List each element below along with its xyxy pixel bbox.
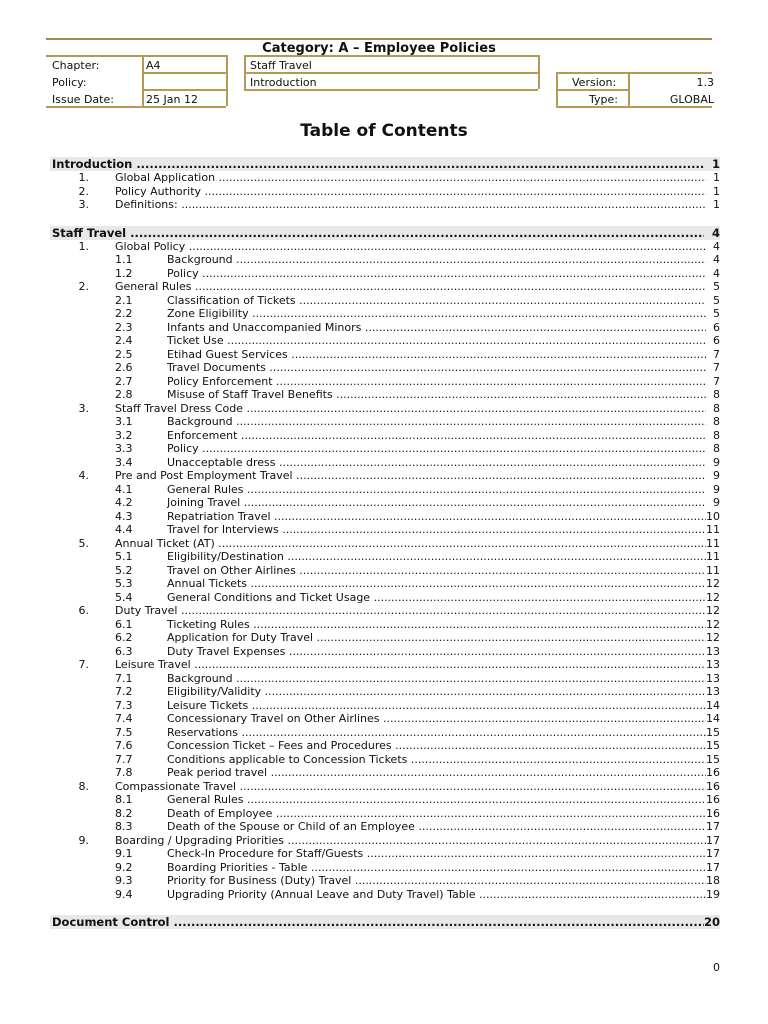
toc-subentry-number: 5.4 bbox=[115, 590, 133, 604]
toc-section-label: Document Control ..... bbox=[52, 915, 704, 929]
toc-entry[interactable] bbox=[50, 604, 720, 618]
toc-subentry[interactable] bbox=[50, 321, 720, 335]
toc-subentry-page: 8 bbox=[713, 415, 720, 428]
toc-subentry[interactable] bbox=[50, 793, 720, 807]
rule bbox=[244, 72, 538, 74]
toc-subentry-page: 5 bbox=[713, 307, 720, 320]
toc-subentry-number: 3.3 bbox=[115, 442, 133, 455]
toc-subentry-number: 8.1 bbox=[115, 793, 133, 806]
toc-entry-number: 9. bbox=[78, 833, 89, 847]
toc-subentry-label: Background ..... bbox=[167, 415, 706, 429]
toc-subentry[interactable] bbox=[50, 564, 720, 578]
toc-subentry-number: 6.3 bbox=[115, 644, 133, 658]
toc-entry-label: Global Application ..... bbox=[115, 171, 706, 185]
chapter-label: Chapter: bbox=[52, 59, 100, 72]
toc-subentry-page: 11 bbox=[706, 523, 720, 536]
toc-subentry[interactable] bbox=[50, 712, 720, 726]
rule bbox=[46, 55, 226, 57]
chapter-value: A4 bbox=[146, 59, 161, 72]
toc-entry-label: Duty Travel ..... bbox=[115, 604, 706, 618]
toc-subentry-page: 17 bbox=[706, 860, 720, 874]
toc-subentry-page: 7 bbox=[713, 347, 720, 361]
rule bbox=[142, 55, 144, 106]
toc-subentry[interactable] bbox=[50, 672, 720, 686]
toc-subentry-number: 2.2 bbox=[115, 307, 133, 320]
toc-subentry-label: Concessionary Travel on Other Airlines ..... bbox=[167, 712, 706, 726]
toc-subentry-page: 17 bbox=[706, 847, 720, 860]
toc-subentry-number: 7.7 bbox=[115, 752, 133, 766]
toc-entry-label: Policy Authority ..... bbox=[115, 185, 706, 199]
toc-entry-page: 17 bbox=[706, 833, 720, 847]
rule bbox=[556, 106, 712, 108]
toc-subentry-page: 4 bbox=[713, 266, 720, 280]
toc-entry[interactable] bbox=[50, 780, 720, 794]
toc-subentry-number: 9.3 bbox=[115, 874, 133, 887]
toc-subentry-page: 16 bbox=[706, 806, 720, 820]
toc-entry-number: 6. bbox=[78, 604, 89, 617]
toc-subentry-label: Ticket Use ..... bbox=[167, 334, 706, 348]
toc-subentry-number: 5.3 bbox=[115, 577, 133, 590]
toc-subentry-number: 7.1 bbox=[115, 671, 133, 685]
toc-subentry-page: 8 bbox=[713, 428, 720, 442]
toc-section-entry[interactable] bbox=[50, 226, 720, 240]
toc-subentry[interactable] bbox=[50, 456, 720, 470]
toc-subentry-label: Travel for Interviews ..... bbox=[167, 523, 706, 537]
toc-subentry[interactable] bbox=[50, 361, 720, 375]
policy-label: Policy: bbox=[52, 76, 87, 89]
toc-subentry[interactable] bbox=[50, 874, 720, 888]
toc-subentry-number: 2.7 bbox=[115, 374, 133, 388]
toc-entry-number: 4. bbox=[78, 469, 89, 482]
toc-subentry-number: 1.2 bbox=[115, 266, 133, 280]
rule bbox=[226, 55, 228, 106]
toc-entry-number: 3. bbox=[78, 198, 89, 211]
rule bbox=[244, 55, 538, 57]
toc-entry[interactable] bbox=[50, 658, 720, 672]
toc-subentry-label: Joining Travel ..... bbox=[167, 496, 706, 510]
toc-subentry-number: 7.8 bbox=[115, 766, 133, 779]
toc-subentry-number: 5.1 bbox=[115, 550, 133, 563]
toc-entry-label: Staff Travel Dress Code ..... bbox=[115, 402, 706, 416]
version-value: 1.3 bbox=[696, 76, 714, 89]
rule bbox=[556, 72, 558, 106]
toc-entry[interactable] bbox=[50, 185, 720, 199]
toc-subentry-page: 6 bbox=[713, 334, 720, 347]
toc-entry-label: Boarding / Upgrading Priorities ..... bbox=[115, 834, 706, 848]
toc-subentry-number: 8.2 bbox=[115, 806, 133, 820]
toc-entry-page: 4 bbox=[713, 239, 720, 253]
page-number: 0 bbox=[713, 961, 720, 974]
toc-subentry-label: Background ..... bbox=[167, 253, 706, 267]
toc-subentry-label: Duty Travel Expenses ..... bbox=[167, 645, 706, 659]
toc-entry-page: 5 bbox=[713, 280, 720, 293]
toc-subentry[interactable] bbox=[50, 888, 720, 902]
toc-subentry[interactable] bbox=[50, 253, 720, 267]
toc-entry-label: Annual Ticket (AT) ..... bbox=[115, 537, 706, 551]
toc-subentry-label: Repatriation Travel ..... bbox=[167, 510, 706, 524]
toc-subentry[interactable] bbox=[50, 550, 720, 564]
toc-subentry-label: Eligibility/Destination ..... bbox=[167, 550, 706, 564]
rule bbox=[628, 72, 630, 106]
toc-subentry[interactable] bbox=[50, 847, 720, 861]
toc-subentry-number: 2.6 bbox=[115, 361, 133, 374]
toc-subentry-label: Concession Ticket – Fees and Procedures ..... bbox=[167, 739, 706, 753]
toc-entry-page: 1 bbox=[713, 171, 720, 184]
toc-entry[interactable] bbox=[50, 469, 720, 483]
toc-section-label: Staff Travel ..... bbox=[52, 226, 704, 240]
toc-subentry-page: 11 bbox=[706, 563, 720, 577]
toc-subentry-number: 8.3 bbox=[115, 820, 133, 833]
toc-entry-number: 2. bbox=[78, 184, 89, 198]
toc-subentry-page: 9 bbox=[713, 482, 720, 496]
toc-subentry-number: 3.1 bbox=[115, 415, 133, 428]
toc-subentry[interactable] bbox=[50, 726, 720, 740]
toc-section-page: 4 bbox=[711, 225, 720, 240]
toc-subentry-label: Death of Employee ..... bbox=[167, 807, 706, 821]
toc-subentry-label: Policy ..... bbox=[167, 267, 706, 281]
toc-subentry[interactable] bbox=[50, 753, 720, 767]
toc-section-label: Introduction ..... bbox=[52, 157, 704, 171]
toc-section-entry[interactable] bbox=[50, 915, 720, 929]
toc-subentry-page: 13 bbox=[706, 644, 720, 658]
toc-subentry-page: 17 bbox=[706, 820, 720, 833]
toc-subentry-label: Travel Documents ..... bbox=[167, 361, 706, 375]
toc-subentry-label: Ticketing Rules ..... bbox=[167, 618, 706, 632]
type-label: Type: bbox=[589, 93, 618, 106]
toc-subentry[interactable] bbox=[50, 577, 720, 591]
rule bbox=[244, 89, 538, 91]
toc-subentry-number: 2.1 bbox=[115, 293, 133, 307]
table-of-contents bbox=[50, 157, 720, 929]
toc-subentry[interactable] bbox=[50, 348, 720, 362]
toc-subentry-page: 9 bbox=[713, 496, 720, 509]
toc-subentry[interactable] bbox=[50, 645, 720, 659]
toc-subentry-page: 7 bbox=[713, 361, 720, 374]
rule bbox=[46, 106, 226, 108]
toc-subentry-number: 4.4 bbox=[115, 523, 133, 536]
toc-subentry-page: 9 bbox=[713, 455, 720, 469]
toc-subentry-number: 6.2 bbox=[115, 631, 133, 644]
toc-entry-number: 7. bbox=[78, 658, 89, 671]
version-label: Version: bbox=[572, 76, 617, 89]
issue-date-label: Issue Date: bbox=[52, 93, 114, 106]
rule bbox=[538, 55, 540, 89]
toc-subentry-number: 7.2 bbox=[115, 685, 133, 698]
toc-subentry-label: Eligibility/Validity ..... bbox=[167, 685, 706, 699]
toc-entry-number: 8. bbox=[78, 779, 89, 793]
toc-subentry-number: 7.3 bbox=[115, 698, 133, 712]
toc-entry[interactable] bbox=[50, 171, 720, 185]
toc-entry-label: Global Policy ..... bbox=[115, 240, 706, 254]
toc-subentry-page: 15 bbox=[706, 725, 720, 739]
toc-subentry[interactable] bbox=[50, 699, 720, 713]
toc-entry-page: 11 bbox=[706, 536, 720, 550]
toc-subentry-label: Classification of Tickets ..... bbox=[167, 294, 706, 308]
toc-subentry-number: 9.2 bbox=[115, 860, 133, 874]
toc-subentry-label: Boarding Priorities - Table ..... bbox=[167, 861, 706, 875]
toc-subentry[interactable] bbox=[50, 766, 720, 780]
toc-entry-page: 1 bbox=[713, 184, 720, 198]
toc-subentry-page: 8 bbox=[713, 442, 720, 455]
rule bbox=[556, 72, 712, 74]
toc-subentry-page: 16 bbox=[706, 793, 720, 806]
toc-entry[interactable] bbox=[50, 402, 720, 416]
toc-subentry-number: 4.3 bbox=[115, 509, 133, 523]
toc-entry-number: 3. bbox=[78, 401, 89, 415]
rule bbox=[142, 89, 226, 91]
toc-subentry-page: 13 bbox=[706, 685, 720, 698]
toc-subentry-page: 8 bbox=[713, 388, 720, 401]
toc-subentry-number: 6.1 bbox=[115, 617, 133, 631]
toc-subentry-number: 2.5 bbox=[115, 347, 133, 361]
toc-subentry-label: Policy ..... bbox=[167, 442, 706, 456]
issue-date-value: 25 Jan 12 bbox=[146, 93, 198, 106]
toc-subentry-number: 3.2 bbox=[115, 428, 133, 442]
toc-subentry-page: 10 bbox=[706, 509, 720, 523]
toc-subentry-label: General Rules ..... bbox=[167, 483, 706, 497]
toc-subentry-number: 7.5 bbox=[115, 725, 133, 739]
toc-subentry-label: Peak period travel ..... bbox=[167, 766, 706, 780]
toc-subentry-page: 12 bbox=[706, 590, 720, 604]
toc-subentry-number: 3.4 bbox=[115, 455, 133, 469]
toc-subentry-page: 14 bbox=[706, 712, 720, 725]
toc-entry[interactable] bbox=[50, 834, 720, 848]
toc-entry-number: 2. bbox=[78, 280, 89, 293]
toc-subentry-label: Zone Eligibility ..... bbox=[167, 307, 706, 321]
toc-subentry[interactable] bbox=[50, 618, 720, 632]
rule bbox=[556, 89, 628, 91]
toc-subentry[interactable] bbox=[50, 510, 720, 524]
toc-subentry-page: 16 bbox=[706, 766, 720, 779]
toc-subentry[interactable] bbox=[50, 523, 720, 537]
toc-subentry-number: 4.2 bbox=[115, 496, 133, 509]
toc-subentry-number: 2.8 bbox=[115, 388, 133, 401]
toc-title: Table of Contents bbox=[300, 121, 468, 141]
toc-entry[interactable] bbox=[50, 280, 720, 294]
toc-subentry-number: 9.1 bbox=[115, 847, 133, 860]
toc-subentry-number: 1.1 bbox=[115, 253, 133, 266]
toc-subentry[interactable] bbox=[50, 861, 720, 875]
toc-subentry-number: 5.2 bbox=[115, 563, 133, 577]
toc-subentry[interactable] bbox=[50, 685, 720, 699]
toc-subentry-label: Policy Enforcement ..... bbox=[167, 375, 706, 389]
toc-subentry-label: Reservations ..... bbox=[167, 726, 706, 740]
toc-subentry[interactable] bbox=[50, 739, 720, 753]
toc-subentry[interactable] bbox=[50, 294, 720, 308]
toc-entry[interactable] bbox=[50, 537, 720, 551]
toc-subentry[interactable] bbox=[50, 334, 720, 348]
toc-subentry-label: General Conditions and Ticket Usage ..... bbox=[167, 591, 706, 605]
toc-subentry[interactable] bbox=[50, 429, 720, 443]
toc-subentry[interactable] bbox=[50, 820, 720, 834]
toc-subentry-page: 4 bbox=[713, 253, 720, 266]
toc-subentry-page: 15 bbox=[706, 752, 720, 766]
toc-subentry-label: Misuse of Staff Travel Benefits ..... bbox=[167, 388, 706, 402]
header-title-bottom: Introduction bbox=[250, 76, 317, 89]
toc-subentry-page: 11 bbox=[706, 550, 720, 563]
toc-subentry-label: Infants and Unaccompanied Minors ..... bbox=[167, 321, 706, 335]
toc-entry-page: 8 bbox=[713, 401, 720, 415]
header-top-rule bbox=[46, 38, 712, 40]
toc-subentry-label: Travel on Other Airlines ..... bbox=[167, 564, 706, 578]
toc-subentry-number: 7.6 bbox=[115, 739, 133, 752]
toc-entry[interactable] bbox=[50, 198, 720, 212]
toc-entry-label: General Rules ..... bbox=[115, 280, 706, 294]
toc-subentry-label: Leisure Tickets ..... bbox=[167, 699, 706, 713]
toc-subentry-page: 12 bbox=[706, 631, 720, 644]
toc-subentry-label: Conditions applicable to Concession Tickets ..... bbox=[167, 753, 706, 767]
toc-entry-label: Compassionate Travel ..... bbox=[115, 780, 706, 794]
toc-entry-label: Leisure Travel ..... bbox=[115, 658, 706, 672]
toc-entry-number: 5. bbox=[78, 536, 89, 550]
toc-subentry-page: 18 bbox=[706, 874, 720, 887]
toc-subentry-page: 13 bbox=[706, 671, 720, 685]
toc-section-page: 1 bbox=[711, 157, 720, 171]
toc-subentry-label: Background ..... bbox=[167, 672, 706, 686]
toc-entry-page: 12 bbox=[706, 604, 720, 617]
toc-subentry-label: Application for Duty Travel ..... bbox=[167, 631, 706, 645]
toc-subentry-label: Priority for Business (Duty) Travel ..... bbox=[167, 874, 706, 888]
toc-subentry[interactable] bbox=[50, 307, 720, 321]
rule bbox=[142, 72, 226, 74]
toc-subentry[interactable] bbox=[50, 807, 720, 821]
toc-subentry-page: 19 bbox=[706, 887, 720, 901]
toc-subentry[interactable] bbox=[50, 375, 720, 389]
toc-subentry-label: General Rules ..... bbox=[167, 793, 706, 807]
toc-subentry-label: Check-In Procedure for Staff/Guests ..... bbox=[167, 847, 706, 861]
toc-entry-page: 16 bbox=[706, 779, 720, 793]
toc-subentry-label: Unacceptable dress ..... bbox=[167, 456, 706, 470]
toc-subentry[interactable] bbox=[50, 496, 720, 510]
toc-subentry-number: 9.4 bbox=[115, 887, 133, 901]
toc-subentry-label: Enforcement ..... bbox=[167, 429, 706, 443]
toc-section-page: 20 bbox=[703, 915, 720, 929]
toc-subentry-number: 7.4 bbox=[115, 712, 133, 725]
rule bbox=[244, 55, 246, 89]
toc-subentry-number: 2.4 bbox=[115, 334, 133, 347]
toc-subentry-page: 12 bbox=[706, 617, 720, 631]
toc-subentry-label: Etihad Guest Services ..... bbox=[167, 348, 706, 362]
type-value: GLOBAL bbox=[669, 93, 714, 106]
toc-entry-page: 9 bbox=[713, 469, 720, 482]
toc-subentry-page: 14 bbox=[706, 698, 720, 712]
toc-subentry[interactable] bbox=[50, 267, 720, 281]
toc-subentry[interactable] bbox=[50, 415, 720, 429]
toc-entry-page: 1 bbox=[713, 198, 720, 211]
document-header bbox=[46, 38, 712, 110]
toc-subentry[interactable] bbox=[50, 631, 720, 645]
toc-entry-number: 1. bbox=[78, 171, 89, 184]
toc-subentry-page: 5 bbox=[713, 293, 720, 307]
toc-entry-label: Definitions: ..... bbox=[115, 198, 706, 212]
toc-subentry-page: 6 bbox=[713, 320, 720, 334]
toc-subentry[interactable] bbox=[50, 388, 720, 402]
toc-subentry[interactable] bbox=[50, 483, 720, 497]
toc-subentry-number: 4.1 bbox=[115, 482, 133, 496]
header-title-top: Staff Travel bbox=[250, 59, 312, 72]
toc-subentry[interactable] bbox=[50, 591, 720, 605]
toc-entry-label: Pre and Post Employment Travel ..... bbox=[115, 469, 706, 483]
toc-subentry[interactable] bbox=[50, 442, 720, 456]
toc-subentry-label: Upgrading Priority (Annual Leave and Duty Travel) Table ..... bbox=[167, 888, 706, 902]
toc-subentry-label: Annual Tickets ..... bbox=[167, 577, 706, 591]
toc-entry[interactable] bbox=[50, 240, 720, 254]
toc-section-entry[interactable] bbox=[50, 157, 720, 171]
toc-subentry-page: 7 bbox=[713, 374, 720, 388]
toc-subentry-number: 2.3 bbox=[115, 320, 133, 334]
header-category: Category: A – Employee Policies bbox=[262, 41, 496, 56]
toc-entry-number: 1. bbox=[78, 239, 89, 253]
toc-subentry-page: 12 bbox=[706, 577, 720, 590]
toc-subentry-label: Death of the Spouse or Child of an Employee ..... bbox=[167, 820, 706, 834]
toc-subentry-page: 15 bbox=[706, 739, 720, 752]
toc-entry-page: 13 bbox=[706, 658, 720, 671]
